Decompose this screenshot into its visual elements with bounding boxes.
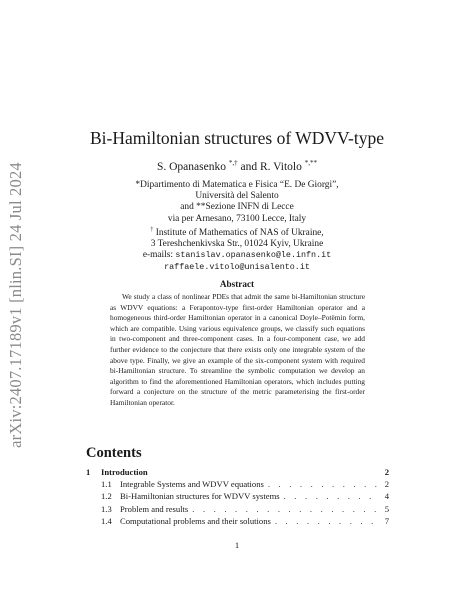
contents-heading: Contents: [86, 445, 142, 461]
toc-entry-number: 1.4: [101, 515, 112, 526]
author-line: [0, 159, 474, 173]
affiliations-block: [0, 180, 474, 273]
toc-leader-dots: [275, 516, 377, 526]
affiliation-line-6: 3 Tereshchenkivska Str., 01024 Kyiv, Ukraine: [150, 239, 324, 250]
toc-entry-number: 1.3: [101, 503, 112, 514]
toc-entry-number: 1: [86, 467, 91, 477]
toc-entry-label: Computational problems and their solutions: [120, 515, 271, 526]
toc-leader-dots: [268, 479, 377, 489]
toc-entry-number: 1.2: [101, 491, 112, 502]
toc-entry-problem-and-results[interactable]: [86, 504, 389, 516]
affiliation-mark-dagger: †: [150, 226, 154, 233]
toc-entry-label: Integrable Systems and WDVV equations: [120, 479, 264, 490]
toc-entry-page: 5: [384, 503, 389, 514]
abstract-body: We study a class of nonlinear PDEs that admit the same bi-Hamiltonian structure as WDVV equations: a Ferapontov-type first-order Hamiltonian operator and a homogeneous third-order Hamiltonian operator in a canonical Doyle–Potëmin form, which are compatible. Using various equivalence groups, we classify such equations in two-component and three-component cases. In a four-component case, we add further evidence to the conjecture that there exists only one integrable system of the above type. Finally, we give an example of the six-component system with required bi-Hamiltonian structure. To streamline the symbolic computation we develop an algorithm to find the aforementioned Hamiltonian operators, which includes putting forward a conjecture on the structure of the metric parameterising the first-order Hamiltonian operator.: [110, 292, 365, 407]
affiliation-line-2: Università del Salento: [195, 191, 279, 202]
toc-entry-label: Introduction: [101, 467, 148, 477]
table-of-contents: [86, 467, 389, 528]
toc-leader-dots: [192, 504, 377, 514]
author-2-name: R. Vitolo: [259, 160, 302, 173]
email-label: e-mails:: [142, 250, 174, 261]
abstract-heading: Abstract: [219, 279, 255, 289]
affiliation-line-5: [0, 225, 474, 239]
toc-entry-introduction[interactable]: [86, 467, 389, 479]
toc-entry-number: 1.1: [101, 479, 112, 490]
page-number: 1: [234, 540, 240, 550]
toc-entry-integrable-systems[interactable]: [86, 479, 389, 491]
toc-entry-label: Bi-Hamiltonian structures for WDVV systems: [120, 491, 280, 502]
toc-entry-page: 4: [384, 491, 389, 502]
email-line-1: [0, 250, 474, 261]
toc-entry-label: Problem and results: [120, 503, 189, 514]
email-1-link[interactable]: stanislav.opanasenko@le.infn.it: [175, 250, 332, 261]
affiliation-line-1: *Dipartimento di Matematica e Fisica “E. De Giorgi”,: [135, 180, 339, 190]
toc-entry-page: 7: [384, 515, 389, 526]
affiliation-line-3: and **Sezione INFN di Lecce: [180, 202, 294, 213]
toc-entry-computational-problems[interactable]: [86, 516, 389, 528]
author-2-marks: *,**: [304, 159, 318, 167]
paper-title: Bi-Hamiltonian structures of WDVV-type: [89, 128, 385, 148]
toc-entry-page: 2: [384, 467, 389, 477]
affiliation-line-4: via per Arnesano, 73100 Lecce, Italy: [167, 213, 307, 224]
affiliation-line-5-text: Institute of Mathematics of NAS of Ukraine,: [155, 227, 324, 238]
toc-entry-page: 2: [384, 479, 389, 490]
author-1-marks: *,†: [228, 159, 238, 167]
email-line-2: [0, 262, 474, 273]
email-2-link[interactable]: raffaele.vitolo@unisalento.it: [164, 261, 310, 272]
author-connector: and: [240, 160, 258, 173]
author-1-name: S. Opanasenko: [156, 160, 226, 173]
toc-entry-bi-hamiltonian-structures[interactable]: [86, 491, 389, 503]
arxiv-stamp-text: arXiv:2407.17189v1 [nlin.SI] 24 Jul 2024: [6, 162, 25, 448]
toc-leader-dots: [284, 491, 377, 501]
